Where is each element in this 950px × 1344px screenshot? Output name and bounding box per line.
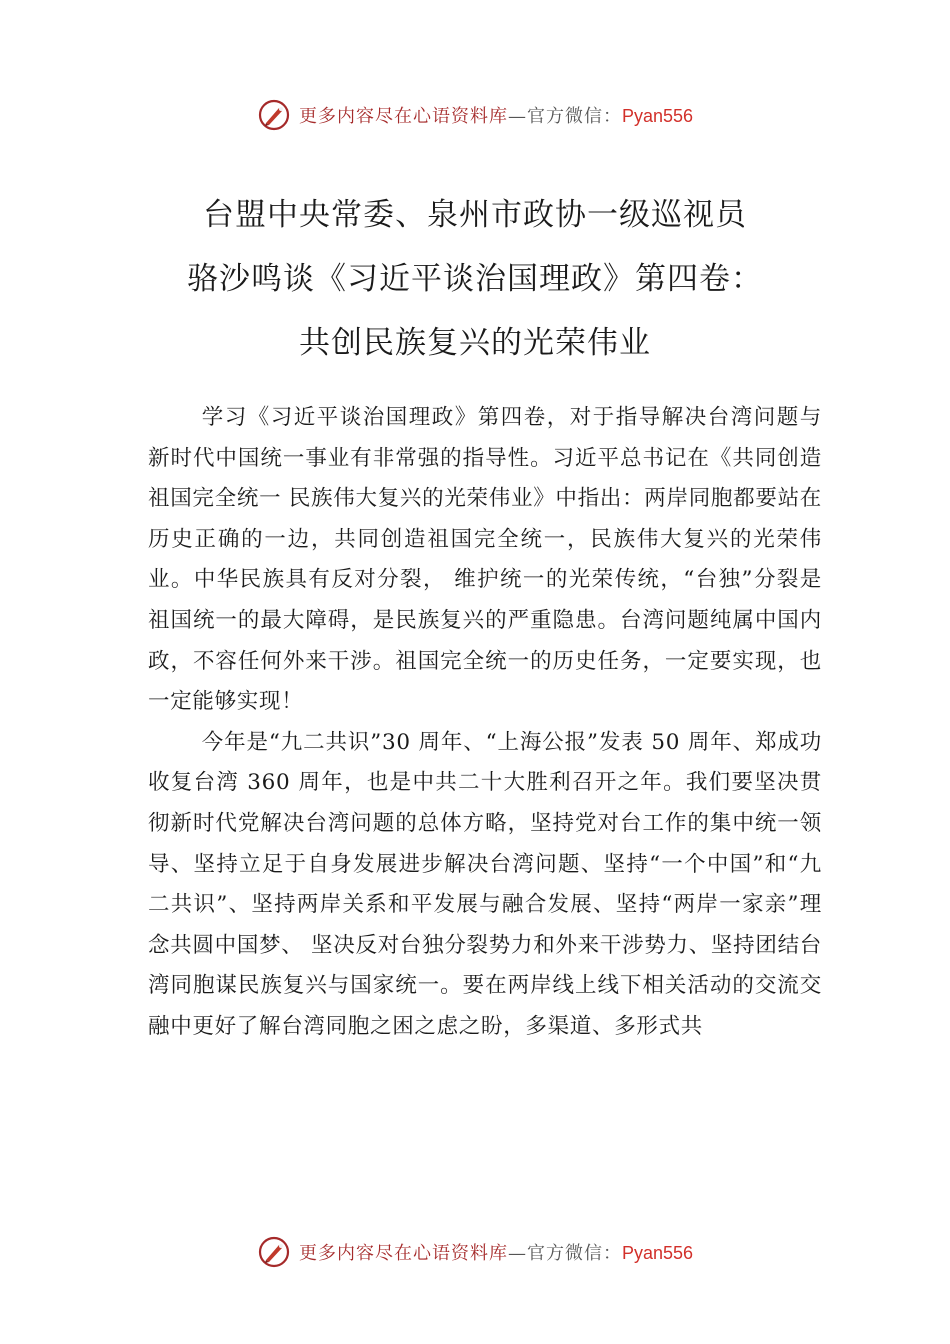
header-banner xyxy=(0,95,950,135)
banner-text xyxy=(299,102,693,128)
article-title xyxy=(0,183,950,375)
paragraph-1: 学习《习近平谈治国理政》第四卷，对于指导解决台湾问题与新时代中国统一事业有非常强的指导性。习近平总书记在《共同创造祖国完全统一 民族伟大复兴的光荣伟业》中指出：两岸同胞都要站在历史正确的一边，共同创造祖国完全统一，民族伟大复兴的光荣伟业。中华民族具有反对分裂， 维护统一的光荣传统，“台独”分裂是祖国统一的最大障碍，是民族复兴的严重隐患。台湾问题纯属中国内政，不容任何外来干涉。祖国完全统一的历史任务，一定要实现，也一定能够实现！ xyxy=(148,405,822,715)
footer-banner xyxy=(0,1232,950,1272)
banner-wechat-id: Pyan556 xyxy=(621,106,694,126)
banner-dash: — xyxy=(507,106,527,127)
banner-wechat-id: Pyan556 xyxy=(621,1243,694,1263)
banner-main-text: 更多内容尽在心语资料库 xyxy=(298,106,508,127)
paragraph-2: 今年是“九二共识”30 周年、“上海公报”发表 50 周年、郑成功收复台湾 360 周年，也是中共二十大胜利召开之年。我们要坚决贯彻新时代党解决台湾问题的总体方略，坚持党对台工作的集中统一领导、坚持立足于自身发展进步解决台湾问题、坚持“一个中国”和“九二共识”、坚持两岸关系和平发展与融合发展、坚持“两岸一家亲”理念共圆中国梦、 坚决反对台独分裂势力和外来干涉势力、坚持团结台湾同胞谋民族复兴与国家统一。要在两岸线上线下相关活动的交流交融中更好了解台湾同胞之困之虑之盼，多渠道、多形式共 xyxy=(148,729,822,1039)
banner-wechat-label: 官方微信： xyxy=(526,1243,622,1264)
banner-text xyxy=(299,1239,693,1265)
banner-dash: — xyxy=(507,1243,527,1264)
title-line-2: 骆沙鸣谈《习近平谈治国理政》第四卷： xyxy=(187,261,763,297)
banner-wechat-label: 官方微信： xyxy=(526,106,622,127)
article-body xyxy=(148,398,822,1048)
title-line-1: 台盟中央常委、泉州市政协一级巡视员 xyxy=(203,197,747,233)
pen-logo-icon xyxy=(257,98,291,132)
banner-main-text: 更多内容尽在心语资料库 xyxy=(298,1243,508,1264)
title-line-3: 共创民族复兴的光荣伟业 xyxy=(299,325,651,361)
pen-logo-icon xyxy=(257,1235,291,1269)
